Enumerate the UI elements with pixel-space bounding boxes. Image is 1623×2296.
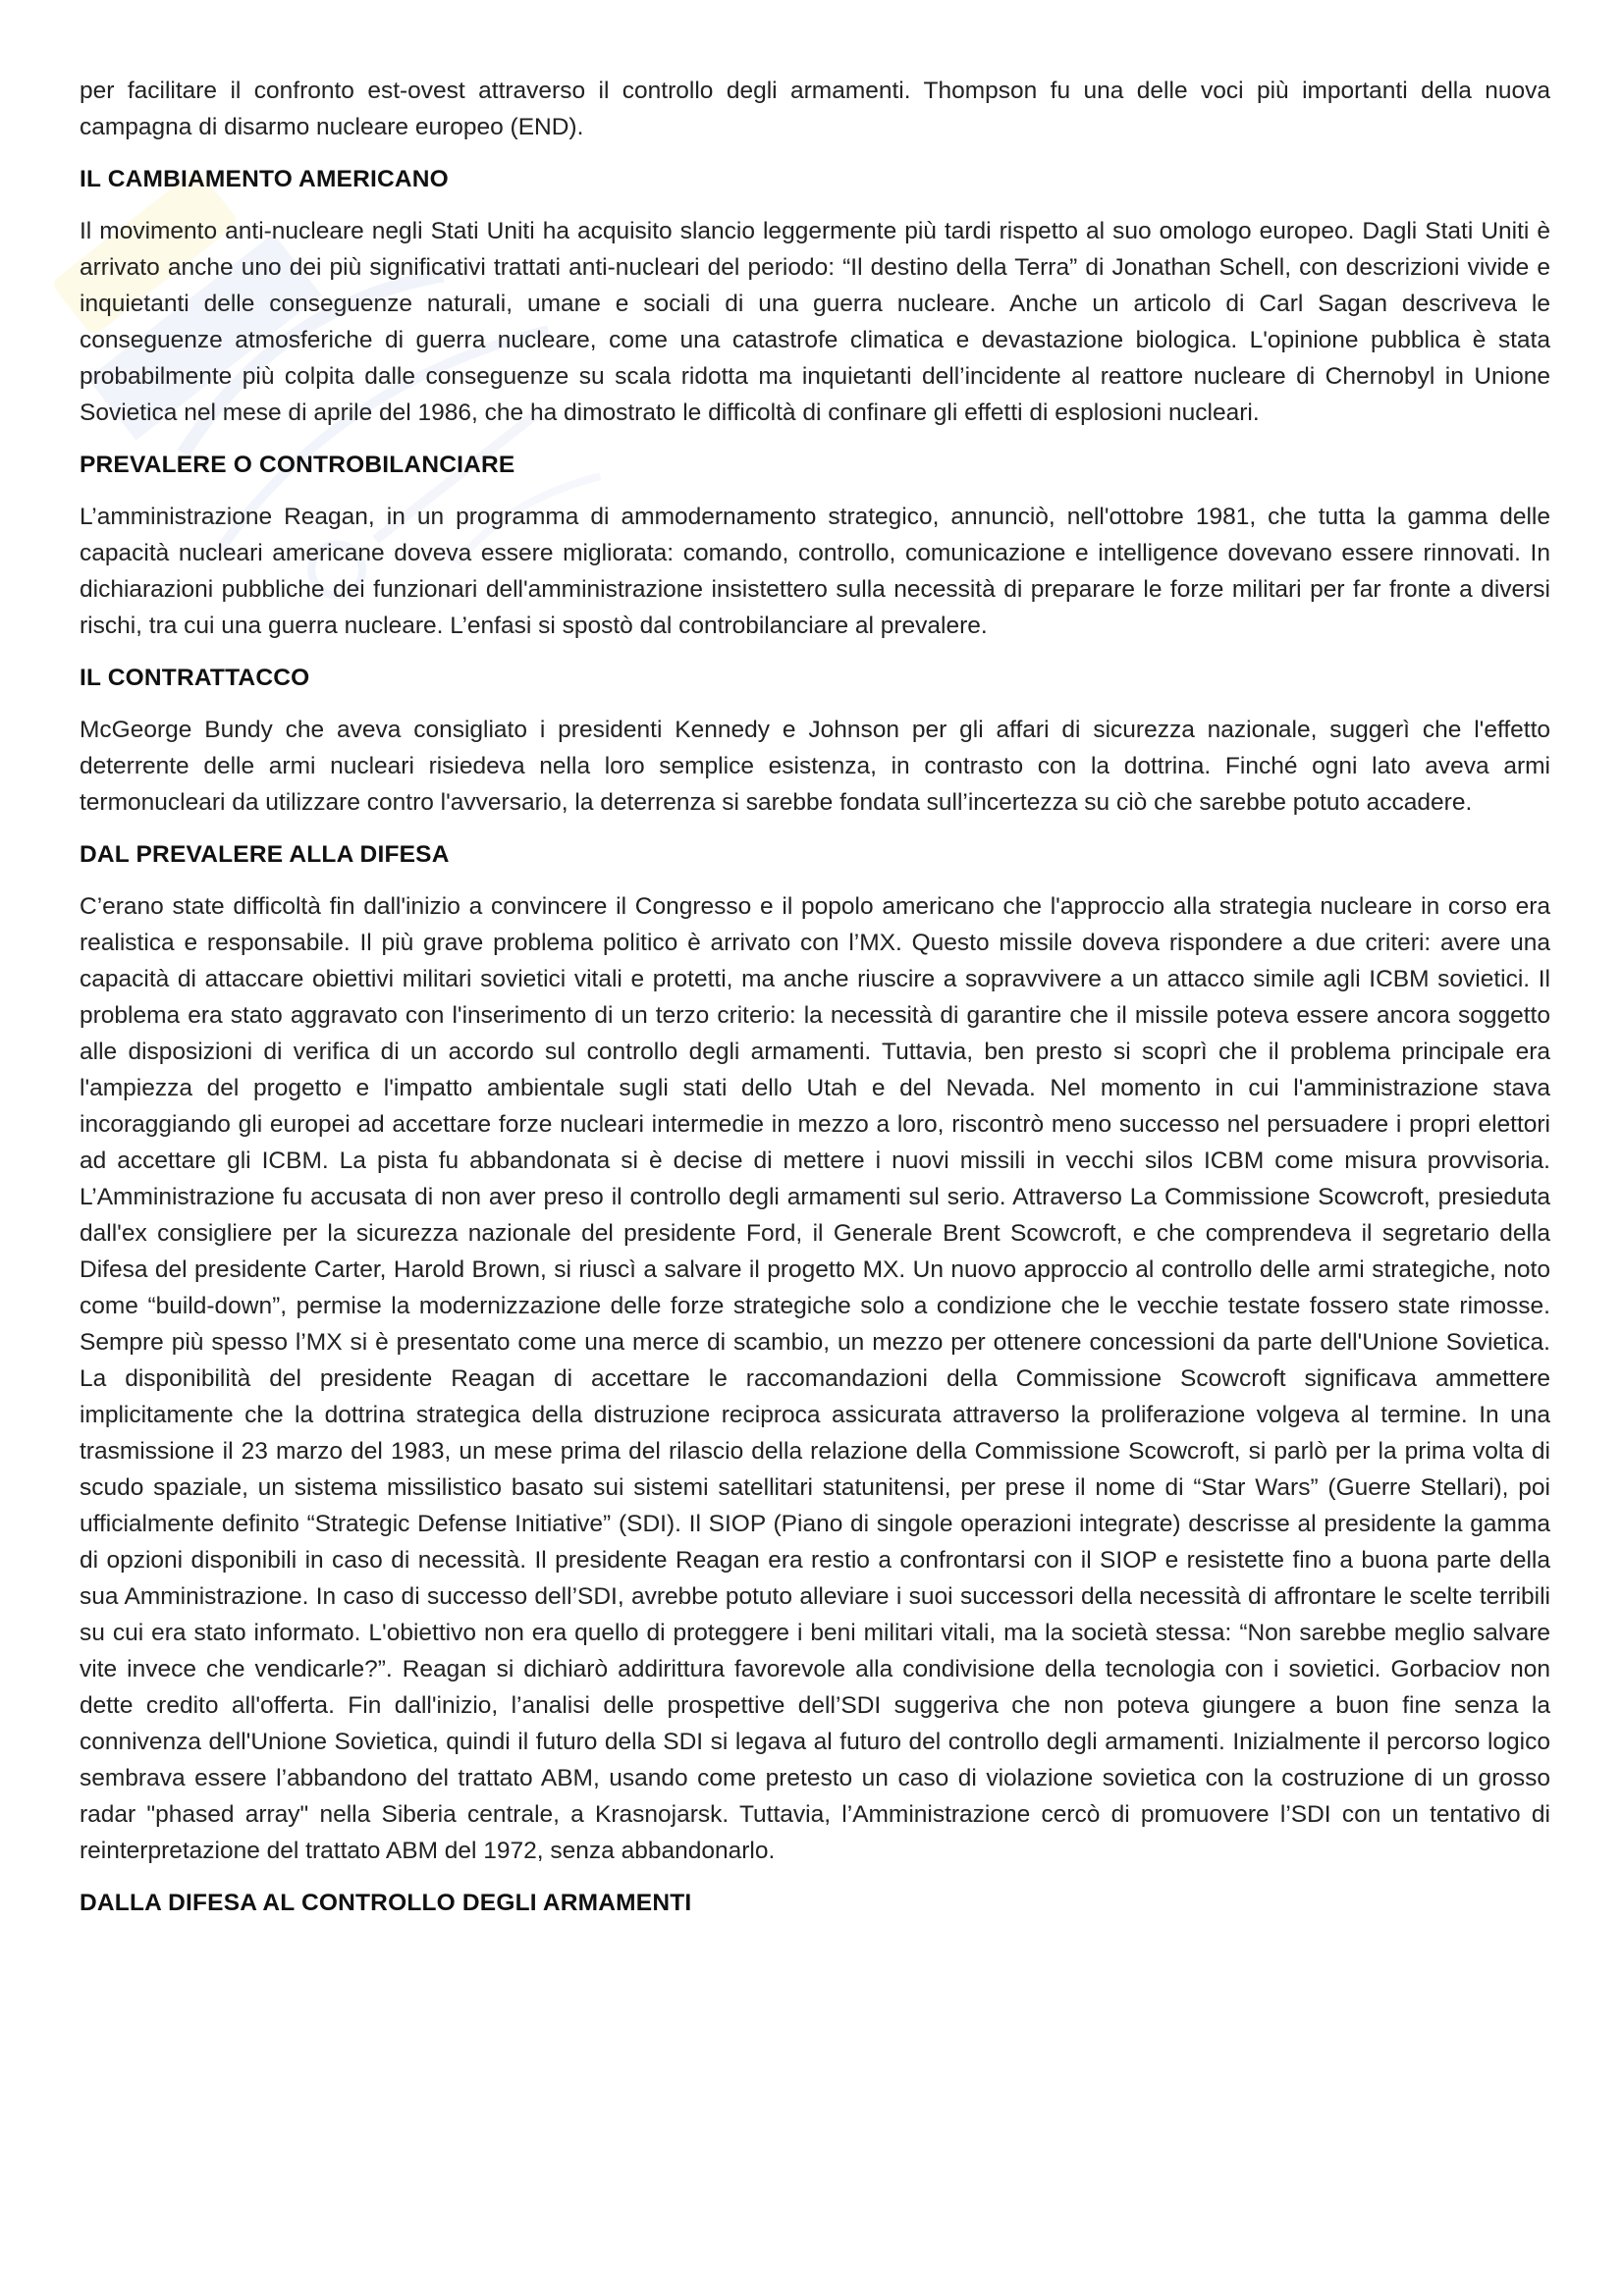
section-dalla-difesa-al-controllo bbox=[80, 1885, 1550, 1921]
section-heading: PREVALERE O CONTROBILANCIARE bbox=[80, 452, 515, 478]
paragraph: Il movimento anti-nucleare negli Stati Uniti ha acquisito slancio leggermente più tardi rispetto al suo omologo europeo. Dagli Stati Uniti è arrivato anche uno dei più significativi trattati anti-nucleari del periodo: “Il destino della Terra” di Jonathan Schell, con descrizioni vivide e inquietanti delle conseguenze naturali, umane e sociali di una guerra nucleare. Anche un articolo di Carl Sagan descriveva le conseguenze atmosferiche di guerra nucleare, come una catastrofe climatica e devastazione biologica. L'opinione pubblica è stata probabilmente più colpita dalle conseguenze su scala ridotta ma inquietanti dell’incidente al reattore nucleare di Chernobyl in Unione Sovietica nel mese di aprile del 1986, che ha dimostrato le difficoltà di confinare gli effetti di esplosioni nucleari. bbox=[80, 218, 1550, 426]
section-dal-prevalere-alla-difesa bbox=[80, 836, 1550, 1869]
section-prevalere-o-controbilanciare bbox=[80, 447, 1550, 644]
paragraph: L’amministrazione Reagan, in un programma di ammodernamento strategico, annunciò, nell'ottobre 1981, che tutta la gamma delle capacità nucleari americane doveva essere migliorata: comando, controllo, comunicazione e intelligence dovevano essere rinnovati. In dichiarazioni pubbliche dei funzionari dell'amministrazione insistettero sulla necessità di preparare le forze militari per far fronte a diversi rischi, tra cui una guerra nucleare. L’enfasi si spostò dal controbilanciare al prevalere. bbox=[80, 504, 1550, 639]
section-heading: DAL PREVALERE ALLA DIFESA bbox=[80, 841, 450, 868]
paragraph: McGeorge Bundy che aveva consigliato i presidenti Kennedy e Johnson per gli affari di sicurezza nazionale, suggerì che l'effetto deterrente delle armi nucleari risiedeva nella loro semplice esistenza, in contrasto con la dottrina. Finché ogni lato aveva armi termonucleari da utilizzare contro l'avversario, la deterrenza si sarebbe fondata sull’incertezza su ciò che sarebbe potuto accadere. bbox=[80, 717, 1550, 816]
paragraph: C’erano state difficoltà fin dall'inizio a convincere il Congresso e il popolo americano che l'approccio alla strategia nucleare in corso era realistica e responsabile. Il più grave problema politico è arrivato con l’MX. Questo missile doveva rispondere a due criteri: avere una capacità di attaccare obiettivi militari sovietici vitali e protetti, ma anche riuscire a sopravvivere a un attacco simile agli ICBM sovietici. Il problema era stato aggravato con l'inserimento di un terzo criterio: la necessità di garantire che il missile poteva essere ancora soggetto alle disposizioni di verifica di un accordo sul controllo degli armamenti. Tuttavia, ben presto si scoprì che il problema principale era l'ampiezza del progetto e l'impatto ambientale sugli stati dello Utah e del Nevada. Nel momento in cui l'amministrazione stava incoraggiando gli europei ad accettare forze nucleari intermedie in mezzo a loro, riscontrò meno successo nel persuadere i propri elettori ad accettare gli ICBM. La pista fu abbandonata si è decise di mettere i nuovi missili in vecchi silos ICBM come misura provvisoria. L’Amministrazione fu accusata di non aver preso il controllo degli armamenti sul serio. Attraverso La Commissione Scowcroft, presieduta dall'ex consigliere per la sicurezza nazionale del presidente Ford, il Generale Brent Scowcroft, e che comprendeva il segretario della Difesa del presidente Carter, Harold Brown, si riuscì a salvare il progetto MX. Un nuovo approccio al controllo delle armi strategiche, noto come “build-down”, permise la modernizzazione delle forze strategiche solo a condizione che le vecchie testate fossero state rimosse. Sempre più spesso l’MX si è presentato come una merce di scambio, un mezzo per ottenere concessioni da parte dell'Unione Sovietica. La disponibilità del presidente Reagan di accettare le raccomandazioni della Commissione Scowcroft significava ammettere implicitamente che la dottrina strategica della distruzione reciproca assicurata attraverso la proliferazione volgeva al termine. In una trasmissione il 23 marzo del 1983, un mese prima del rilascio della relazione della Commissione Scowcroft, si parlò per la prima volta di scudo spaziale, un sistema missilistico basato sui sistemi satellitari statunitensi, per prese il nome di “Star Wars” (Guerre Stellari), poi ufficialmente definito “Strategic Defense Initiative” (SDI). Il SIOP (Piano di singole operazioni integrate) descrisse al presidente la gamma di opzioni disponibili in caso di necessità. Il presidente Reagan era restio a confrontarsi con il SIOP e resistette fino a buona parte della sua Amministrazione. In caso di successo dell’SDI, avrebbe potuto alleviare i suoi successori della necessità di affrontare le scelte terribili su cui era stato informato. L'obiettivo non era quello di proteggere i beni militari vitali, ma la società stessa: “Non sarebbe meglio salvare vite invece che vendicarle?”. Reagan si dichiarò addirittura favorevole alla condivisione della tecnologia con i sovietici. Gorbaciov non dette credito all'offerta. Fin dall'inizio, l’analisi delle prospettive dell’SDI suggeriva che non poteva giungere a buon fine senza la connivenza dell'Unione Sovietica, quindi il futuro della SDI si legava al futuro del controllo degli armamenti. Inizialmente il percorso logico sembrava essere l’abbandono del trattato ABM, usando come pretesto un caso di violazione sovietica con la costruzione di un grosso radar "phased array" nella Siberia centrale, a Krasnojarsk. Tuttavia, l’Amministrazione cercò di promuovere l’SDI con un tentativo di reinterpretazione del trattato ABM del 1972, senza abbandonarlo. bbox=[80, 893, 1550, 1864]
section-heading: IL CAMBIAMENTO AMERICANO bbox=[80, 166, 449, 192]
section-heading: IL CONTRATTACCO bbox=[80, 665, 310, 691]
section-il-contrattacco bbox=[80, 660, 1550, 821]
section-intro bbox=[80, 73, 1550, 145]
section-il-cambiamento-americano bbox=[80, 161, 1550, 431]
document-page bbox=[80, 73, 1550, 1937]
paragraph: per facilitare il confronto est-ovest attraverso il controllo degli armamenti. Thompson fu una delle voci più importanti della nuova campagna di disarmo nucleare europeo (END). bbox=[80, 78, 1550, 140]
section-heading: DALLA DIFESA AL CONTROLLO DEGLI ARMAMENTI bbox=[80, 1890, 692, 1916]
